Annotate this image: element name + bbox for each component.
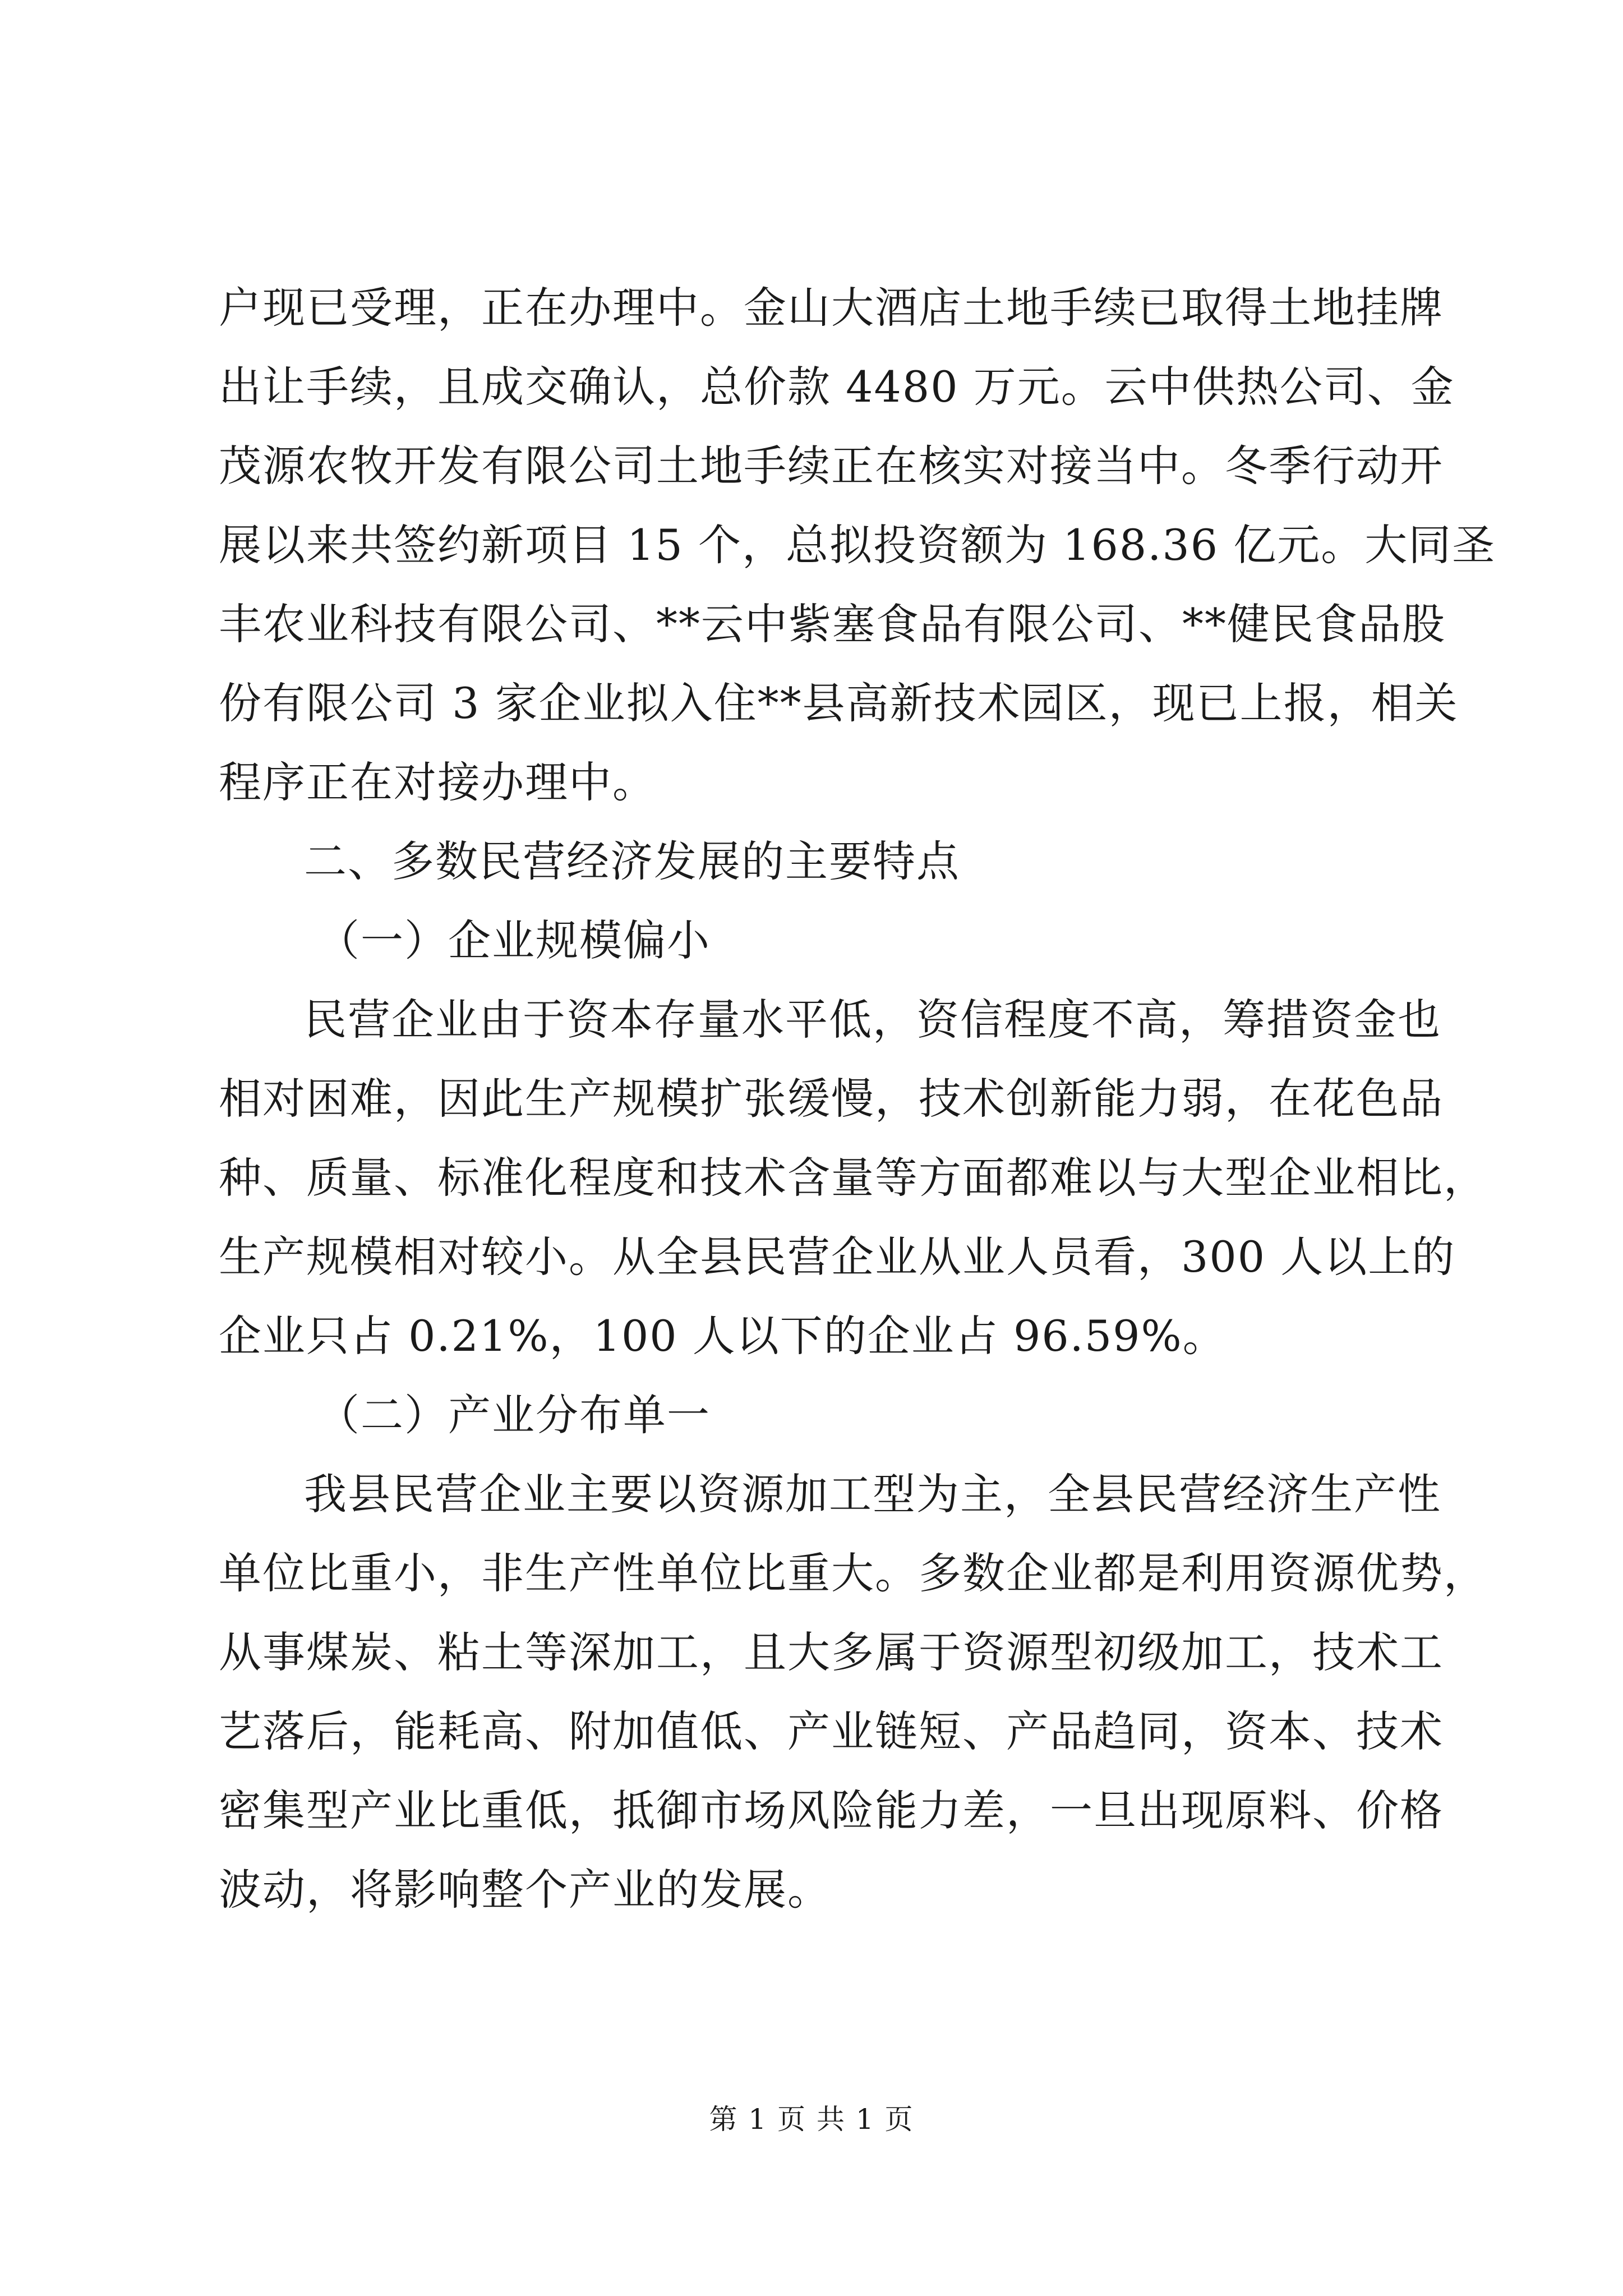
paragraph-3-line-4: 艺落后，能耗高、附加值低、产业链短、产品趋同，资本、技术 [219, 1706, 1444, 1756]
subheading-1: （一）企业规模偏小 [317, 915, 711, 965]
paragraph-2-line-3: 种、质量、标准化程度和技术含量等方面都难以与大型企业相比， [219, 1153, 1487, 1203]
paragraph-2-line-4: 生产规模相对较小。从全县民营企业从业人员看，300 人以上的 [219, 1232, 1456, 1282]
paragraph-1-line-6: 份有限公司 3 家企业拟入住**县高新技术园区，现已上报，相关 [219, 678, 1459, 728]
paragraph-3-line-2: 单位比重小，非生产性单位比重大。多数企业都是利用资源优势， [219, 1548, 1487, 1598]
paragraph-1-line-3: 茂源农牧开发有限公司土地手续正在核实对接当中。冬季行动开 [219, 441, 1444, 491]
paragraph-1-line-1: 户现已受理，正在办理中。金山大酒店土地手续已取得土地挂牌 [219, 283, 1444, 333]
paragraph-3-line-5: 密集型产业比重低，抵御市场风险能力差，一旦出现原料、价格 [219, 1786, 1444, 1835]
subheading-2: （二）产业分布单一 [317, 1390, 711, 1440]
paragraph-2-line-1: 民营企业由于资本存量水平低，资信程度不高，筹措资金也 [304, 995, 1441, 1045]
paragraph-1-line-7: 程序正在对接办理中。 [219, 757, 656, 807]
section-heading: 二、多数民营经济发展的主要特点 [304, 836, 960, 886]
paragraph-1-line-2: 出让手续，且成交确认，总价款 4480 万元。云中供热公司、金 [219, 362, 1455, 412]
page-number-footer: 第 1 页 共 1 页 [709, 2103, 914, 2136]
paragraph-1-line-4: 展以来共签约新项目 15 个，总拟投资额为 168.36 亿元。大同圣 [219, 520, 1496, 570]
paragraph-3-line-3: 从事煤炭、粘土等深加工，且大多属于资源型初级加工，技术工 [219, 1627, 1444, 1677]
paragraph-2-line-5: 企业只占 0.21%，100 人以下的企业占 96.59%。 [219, 1311, 1227, 1361]
paragraph-3-line-1: 我县民营企业主要以资源加工型为主，全县民营经济生产性 [304, 1469, 1441, 1519]
document-body [219, 268, 1496, 1929]
paragraph-3-line-6: 波动，将影响整个产业的发展。 [219, 1865, 831, 1915]
paragraph-2-line-2: 相对困难，因此生产规模扩张缓慢，技术创新能力弱，在花色品 [219, 1074, 1444, 1124]
paragraph-1-line-5: 丰农业科技有限公司、**云中紫塞食品有限公司、**健民食品股 [219, 599, 1446, 649]
